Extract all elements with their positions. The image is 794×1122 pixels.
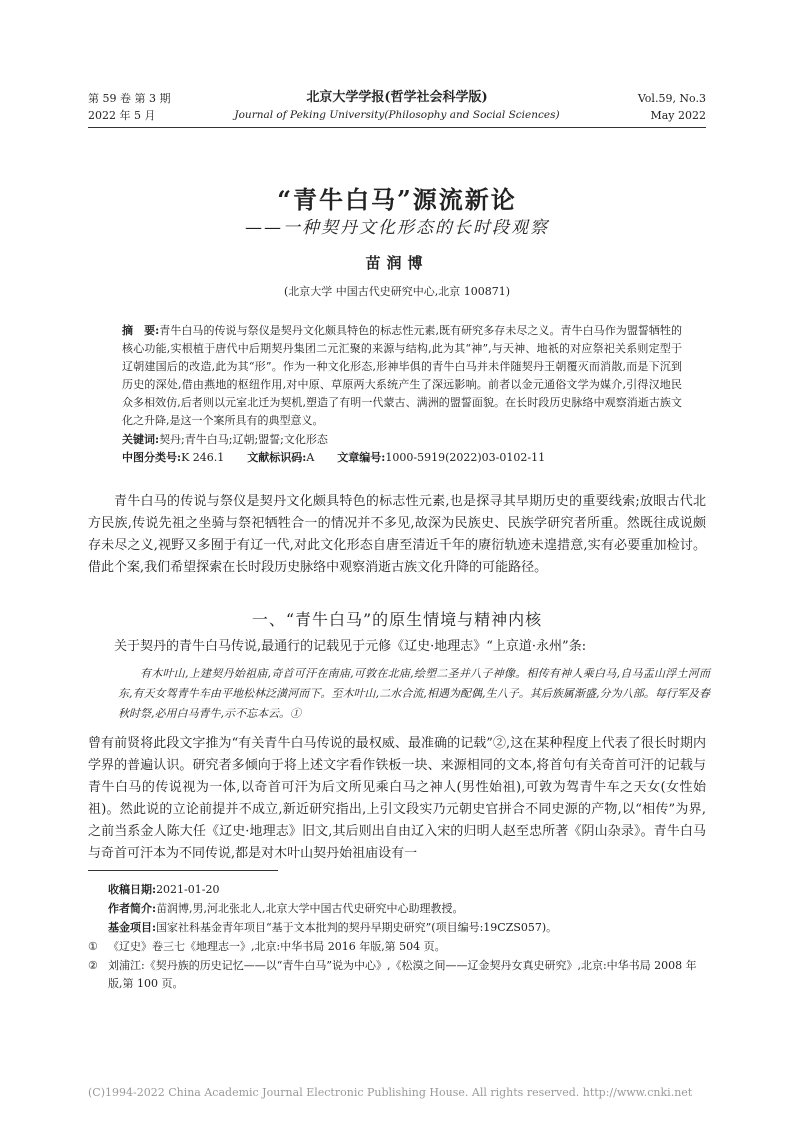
body-paragraph-1: 青牛白马的传说与祭仪是契丹文化颇具特色的标志性元素,也是探寻其早期历史的重要线索;放眼古代北方民族,传说先祖之坐骑与祭祀牺牲合一的情况并不多见,故深为民族史、民族学研究者所重。然既往成说颇存未尽之义,视野又多囿于有辽一代,对此文化形态自唐至清近千年的赓衍轨迹未遑措意,实有必要重加检讨。借此个案,我们希望探索在长时段历史脉络中观察消逝古族文化升降的可能路径。 (88, 494, 706, 575)
copyright-line: (C)1994-2022 China Academic Journal Electronic Publishing House. All rights reserved. http://www.cnki.net (88, 1086, 693, 1099)
section-heading-1: 一、“青牛白马”的原生情境与精神内核 (251, 610, 543, 629)
header-journal-en: Journal of Peking University(Philosophy and Social Sciences) (234, 109, 560, 121)
footnote-fund (108, 919, 706, 937)
fund-label: 基金项目: (108, 921, 157, 934)
block-quote: 有木叶山,上建契丹始祖庙,奇首可汗在南庙,可敦在北庙,绘塑二圣并八子神像。相传有神人乘白马,自马盂山浮土河而东,有天女驾青牛车由平地松林泛潢河而下。至木叶山,二水合流,相遇为配偶,生八子。其后族属渐盛,分为八部。每行军及春秋时祭,必用白马青牛,示不忘本云。① (118, 667, 710, 720)
header-date: 2022 年 5 月 (88, 109, 156, 122)
article-title: “青牛白马”源流新论 (277, 185, 517, 214)
footnote-2-number: ② (88, 959, 98, 972)
keywords-text: 契丹;青牛白马;辽朝;盟誓;文化形态 (159, 433, 328, 446)
received-date: 2021-01-20 (156, 883, 220, 896)
clc-label: 中图分类号: (122, 451, 182, 464)
keywords-label: 关键词: (122, 433, 160, 446)
body-paragraph-3: 曾有前贤将此段文字推为“有关青牛白马传说的最权威、最准确的记载”②,这在某种程度上代表了很长时期内学界的普遍认识。研究者多倾向于将上述文字看作铁板一块、来源相同的文本,将首句有关奇首可汗的记载与青牛白马的传说视为一体,以奇首可汗为后文所见乘白马之神人(男性始祖),可敦为驾青牛车之天女(女性始祖)。然此说的立论前提并不成立,新近研究指出,上引文段实乃元朝史官拼合不同史源的产物,以“相传”为界,之前当系金人陈大任《辽史·地理志》旧文,其后则出自由辽入宋的归明人赵至忠所著《阴山杂录》。青牛白马与奇首可汗本为不同传说,都是对木叶山契丹始祖庙设有一 (88, 736, 706, 861)
keywords (122, 431, 682, 449)
classification (122, 449, 682, 467)
fund-text: 国家社科基金青年项目“基于文本批判的契丹早期史研究”(项目编号:19CZS057)。 (156, 921, 558, 934)
article-subtitle: ——一种契丹文化形态的长时段观察 (245, 218, 549, 238)
header-vol-en: Vol.59, No.3 (637, 92, 706, 105)
received-label: 收稿日期: (108, 883, 157, 896)
footnote-1-number: ① (88, 940, 98, 953)
author-affiliation: (北京大学 中国古代史研究中心,北京 100871) (283, 285, 511, 298)
body-paragraph-2: 关于契丹的青牛白马传说,最通行的记载见于元修《辽史·地理志》“上京道·永州”条: (114, 639, 587, 654)
author-bio: 苗润博,男,河北张北人,北京大学中国古代史研究中心助理教授。 (156, 902, 464, 915)
article-no-label: 文章编号: (337, 451, 386, 464)
article-no-value: 1000-5919(2022)03-0102-11 (385, 451, 546, 464)
footnote-received (108, 881, 706, 899)
footnote-author (108, 900, 706, 918)
article-author: 苗润博 (365, 254, 429, 272)
footnote-1 (88, 938, 706, 956)
abstract (122, 322, 682, 430)
footnote-rule (88, 870, 278, 871)
doc-code-value: A (306, 451, 315, 464)
clc-value: K 246.1 (181, 451, 225, 464)
abstract-label: 摘 要: (122, 324, 160, 337)
footnote-2 (88, 957, 706, 993)
header-date-en: May 2022 (650, 109, 706, 122)
header-rule (88, 127, 706, 128)
footnote-1-text: 《辽史》卷三七《地理志一》,北京:中华书局 2016 年版,第 504 页。 (108, 940, 446, 953)
footnote-2-text: 刘浦江:《契丹族的历史记忆——以“青牛白马”说为中心》,《松漠之间——辽金契丹女真史研究》,北京:中华书局 2008 年版,第 100 页。 (108, 959, 697, 990)
header-journal-cn: 北京大学学报(哲学社会科学版) (306, 90, 488, 105)
header-volume: 第 59 卷 第 3 期 (88, 92, 171, 105)
abstract-text: 青牛白马的传说与祭仪是契丹文化颇具特色的标志性元素,既有研究多存未尽之义。青牛白马作为盟誓牺牲的核心功能,实根植于唐代中后期契丹集团二元汇聚的来源与结构,此为其“神”,与天神、地祇的对应祭祀关系则定型于辽朝建国后的改造,此为其“形”。作为一种文化形态,形神毕俱的青牛白马并未伴随契丹王朝覆灭而消散,而是下沉到历史的深处,借由燕地的枢纽作用,对中原、草原两大系统产生了深远影响。前者以金元通俗文学为媒介,引得汉地民众多相效仿,后者则以元室北迁为契机,塑造了有明一代蒙古、满洲的盟誓面貌。在长时段历史脉络中观察消逝古族文化之升降,是这一个案所具有的典型意义。 (122, 324, 683, 427)
doc-code-label: 文献标识码: (247, 451, 307, 464)
author-bio-label: 作者简介: (108, 902, 157, 915)
